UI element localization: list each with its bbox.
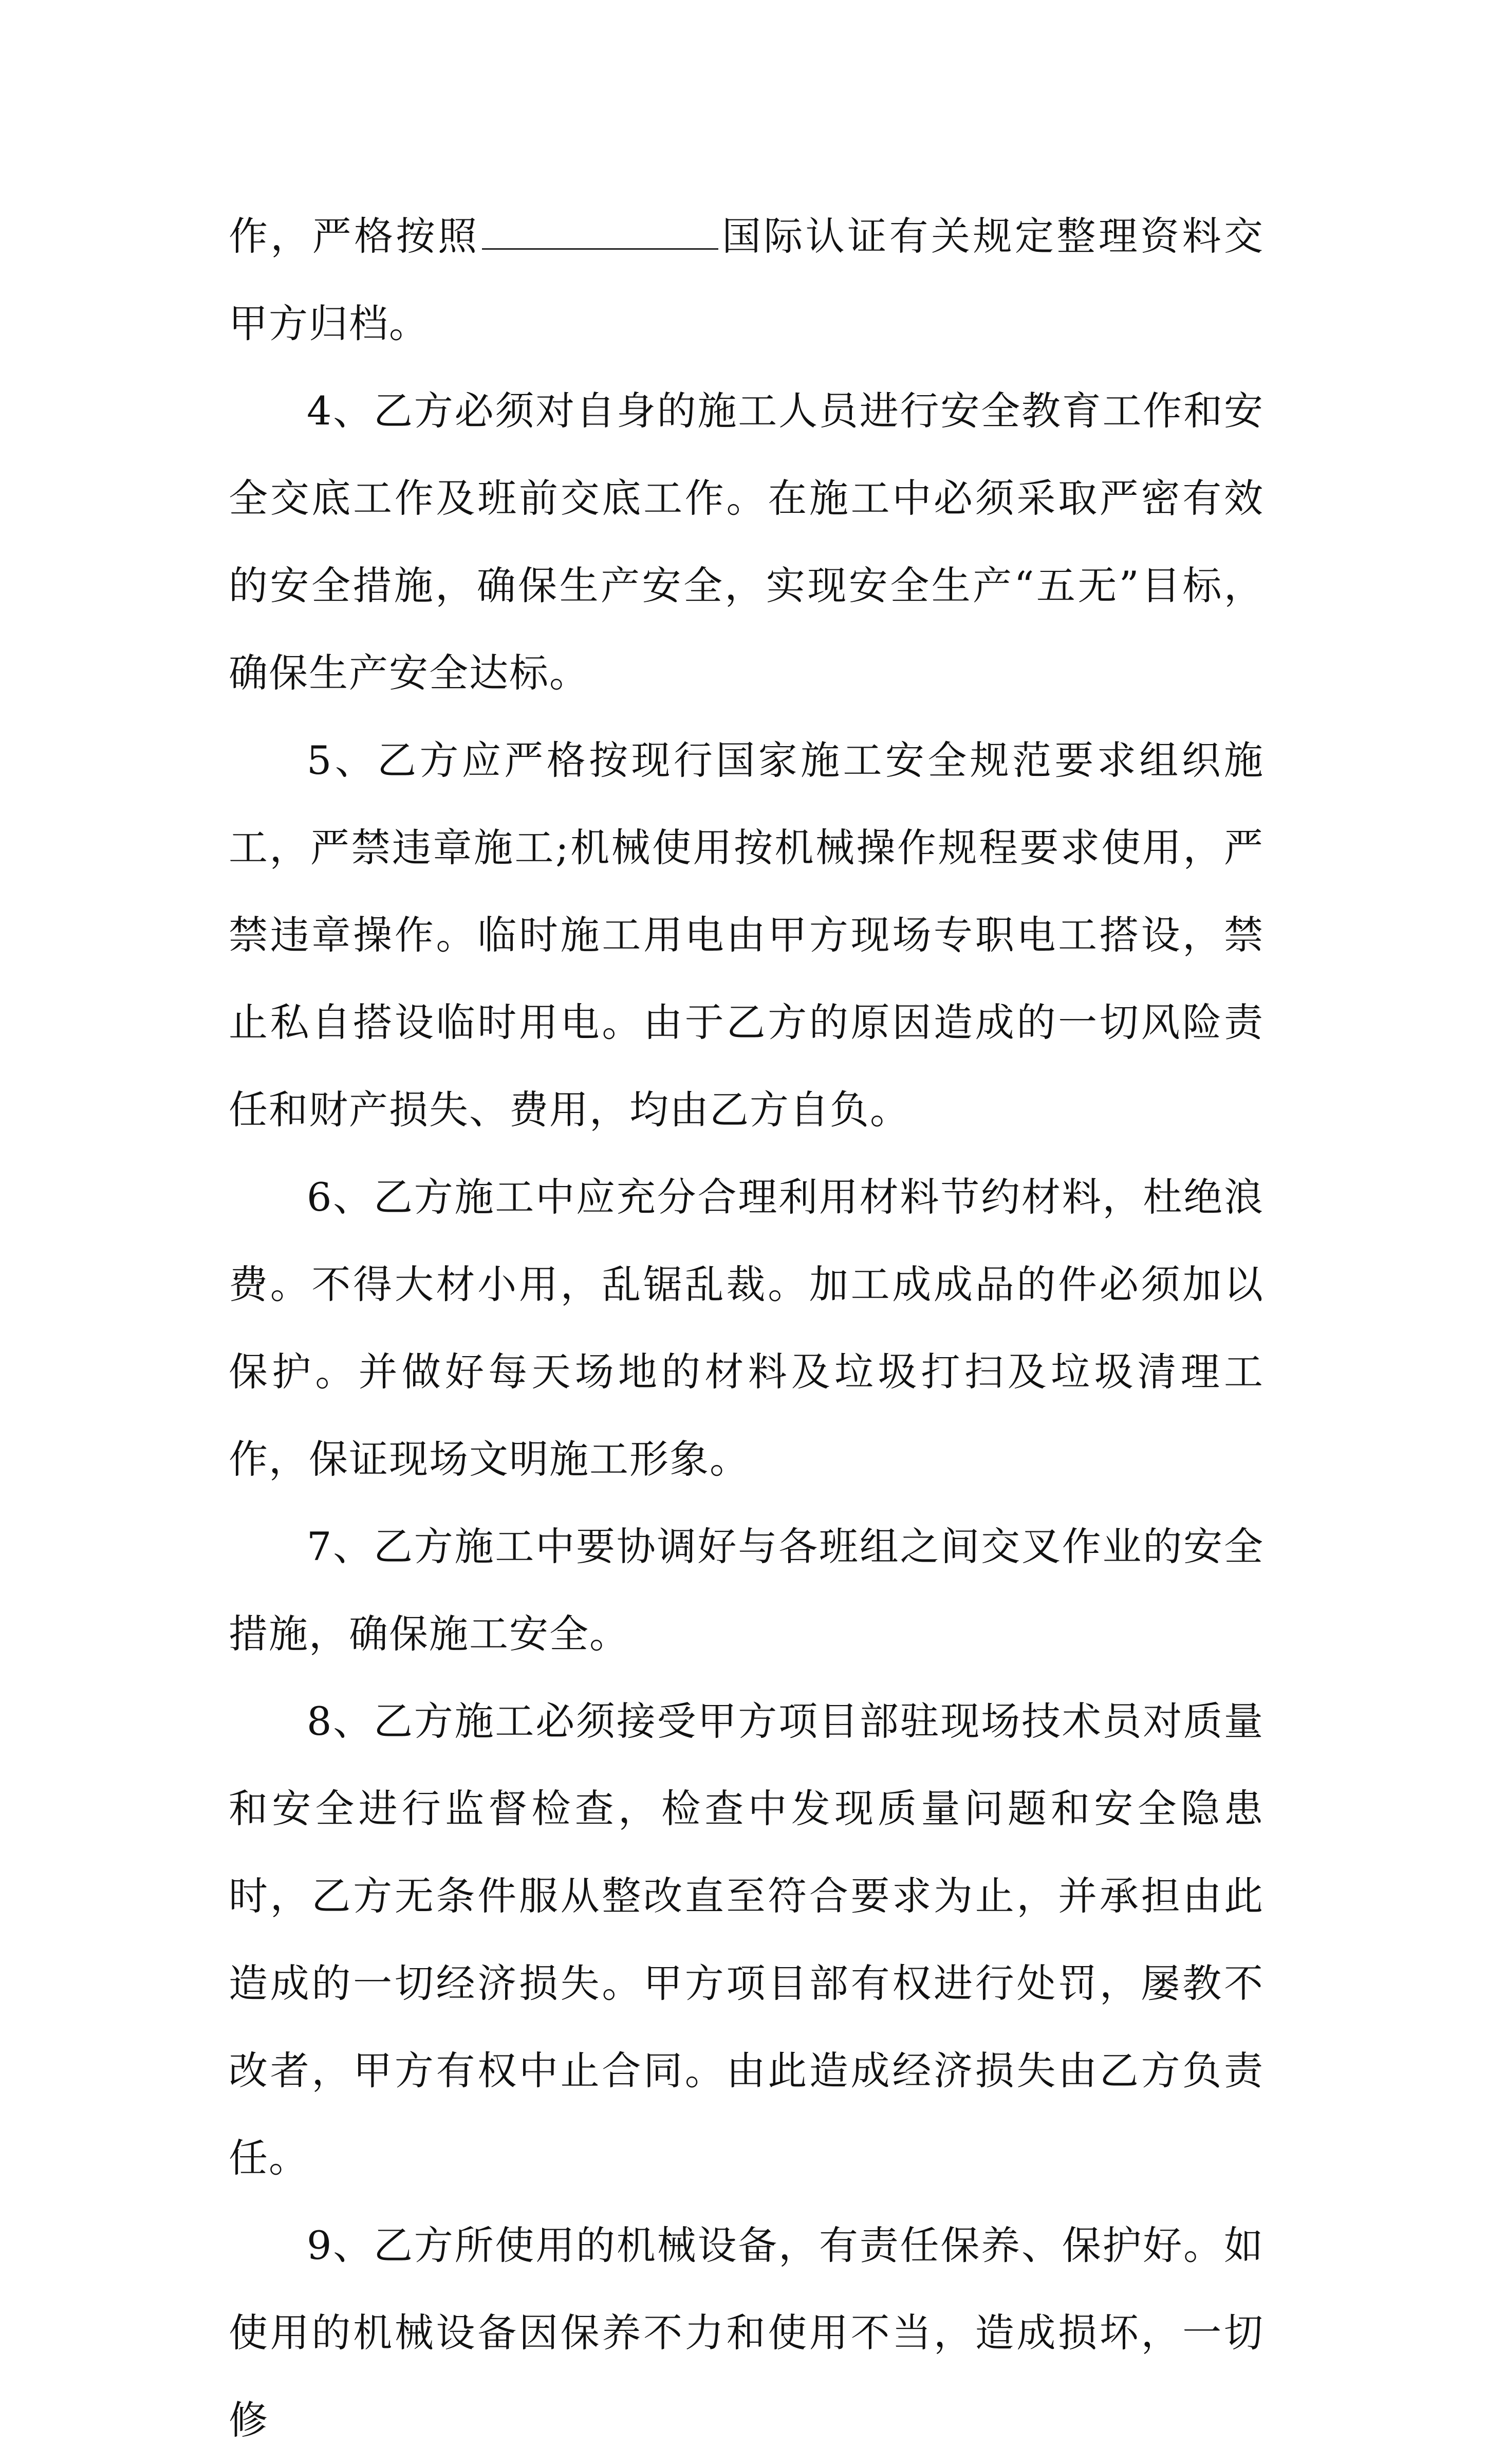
- paragraph-text-before-blank: 作，严格按照: [229, 213, 480, 259]
- clause-5: 5、乙方应严格按现行国家施工安全规范要求组织施工，严禁违章施工;机械使用按机械操作规程要求使用，严禁违章操作。临时施工用电由甲方现场专职电工搭设，禁止私自搭设临时用电。由于乙方的原因造成的一切风险责任和财产损失、费用，均由乙方自负。: [229, 737, 1264, 1133]
- document-body: [229, 193, 1264, 2464]
- fill-in-blank: [482, 207, 718, 250]
- clause-6: 6、乙方施工中应充分合理利用材料节约材料，杜绝浪费。不得大材小用，乱锯乱裁。加工成成品的件必须加以保护。并做好每天场地的材料及垃圾打扫及垃圾清理工作，保证现场文明施工形象。: [229, 1174, 1264, 1482]
- clause-9: 9、乙方所使用的机械设备，有责任保养、保护好。如使用的机械设备因保养不力和使用不当，造成损坏，一切修: [229, 2222, 1264, 2443]
- paragraph-text-after-blank: 国际认证有关规定整理资料交甲方归档。: [229, 213, 1265, 346]
- clause-8: 8、乙方施工必须接受甲方项目部驻现场技术员对质量和安全进行监督检查，检查中发现质量问题和安全隐患时，乙方无条件服从整改直至符合要求为止，并承担由此造成的一切经济损失。甲方项目部有权进行处罚，屡教不改者，甲方有权中止合同。由此造成经济损失由乙方负责任。: [229, 1698, 1264, 2181]
- paragraph-continuation: [229, 193, 1264, 367]
- clause-4: 4、乙方必须对自身的施工人员进行安全教育工作和安全交底工作及班前交底工作。在施工中必须采取严密有效的安全措施，确保生产安全，实现安全生产“五无”目标，确保生产安全达标。: [229, 388, 1264, 696]
- clause-7: 7、乙方施工中要协调好与各班组之间交叉作业的安全措施，确保施工安全。: [229, 1524, 1264, 1657]
